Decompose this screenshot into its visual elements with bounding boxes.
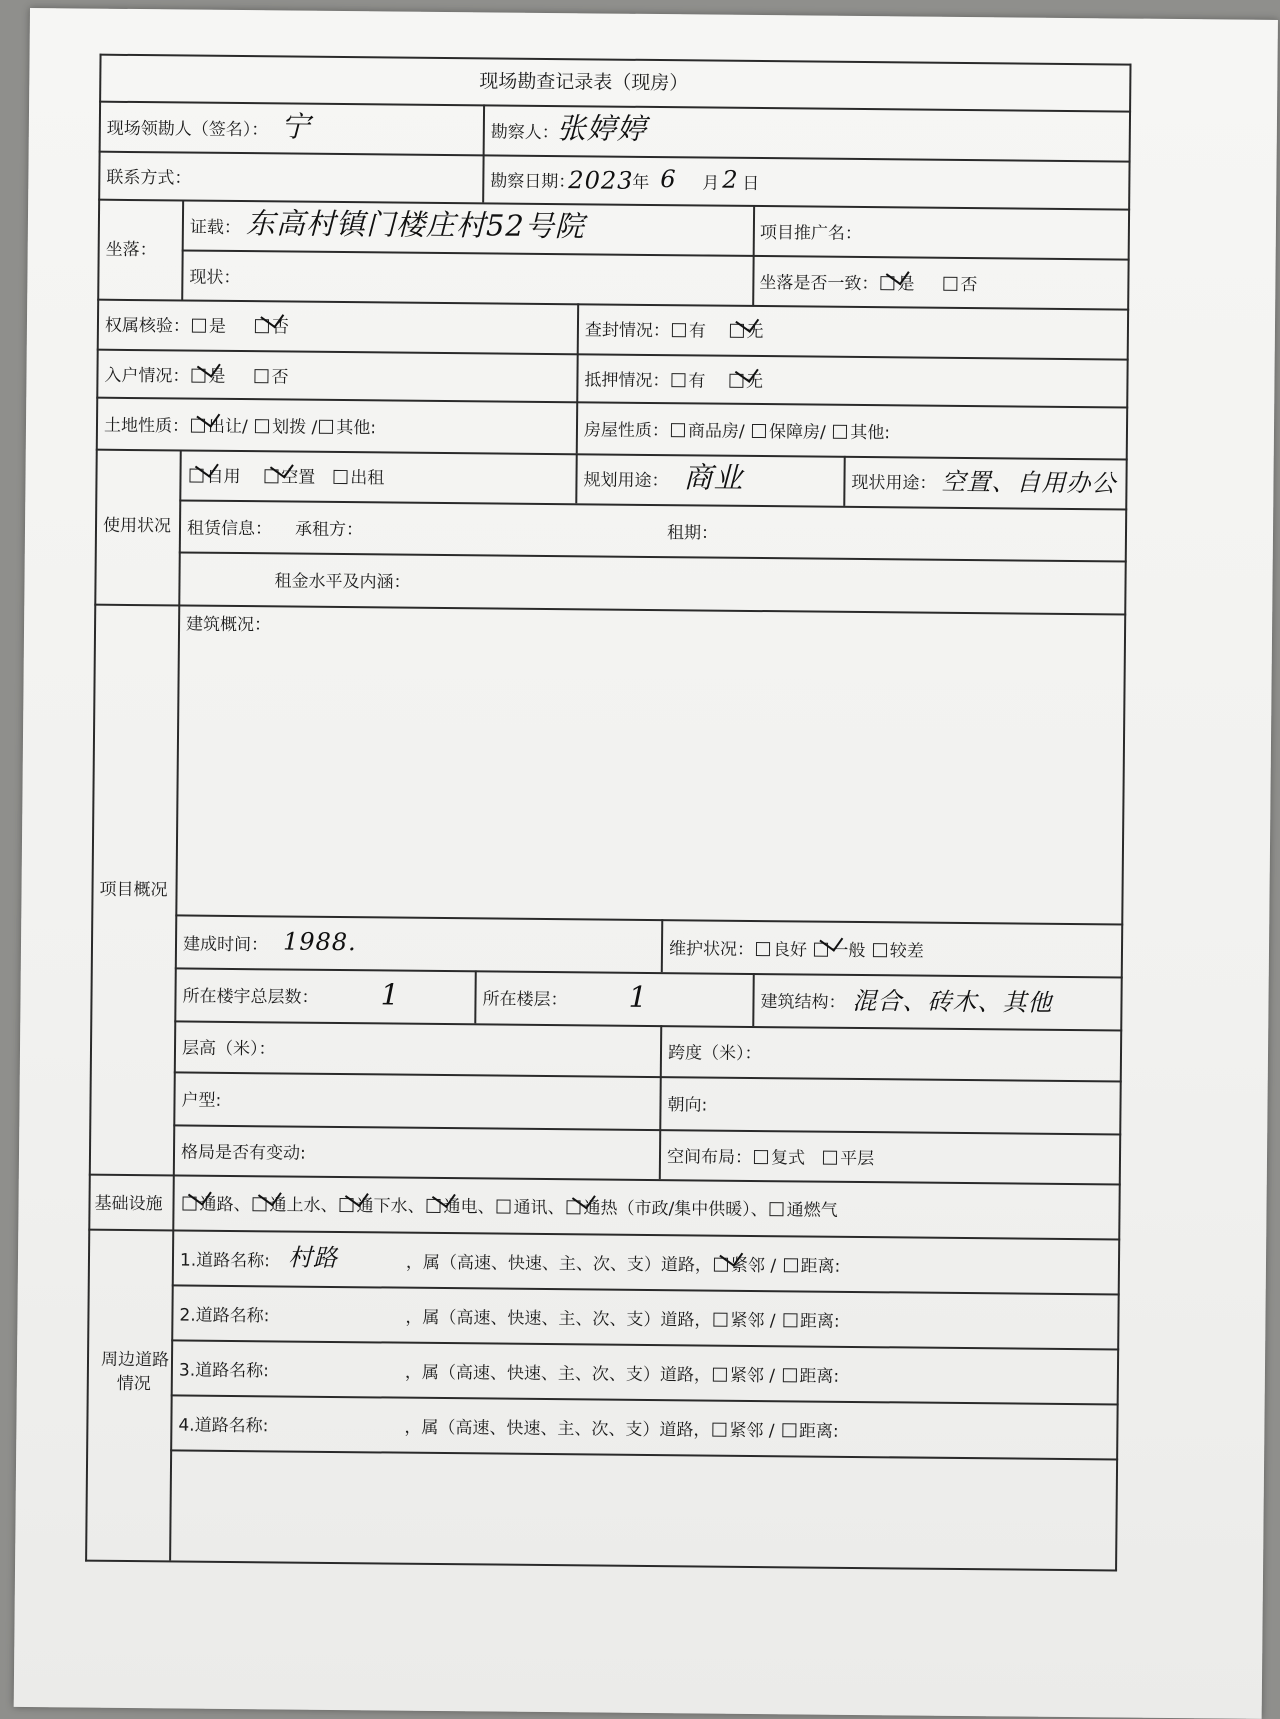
mortgage-none-text: 无 [745,371,764,393]
road-sep: / [770,1256,777,1277]
contact-label: 联系方式： [106,167,192,189]
current-location-label: 现状： [189,267,241,289]
built-label: 建成时间： [182,934,269,956]
road-adjacent-text: 紧邻 [730,1255,766,1277]
entry-label: 入户情况： [104,365,190,387]
road-distance-text: 距离: [799,1366,840,1387]
date-year-unit: 年 [632,172,650,193]
seal-none-text: 无 [746,321,764,343]
rule [179,499,1127,510]
road-adjacent-checkbox[interactable] [713,1313,727,1327]
current-use-label: 现状用途： [851,472,937,494]
lease-label: 租赁信息： [186,518,273,540]
consistent-no-text: 否 [960,274,978,296]
ownership-no-checkbox[interactable] [255,319,269,333]
road-desc: ，属（高速、快速、主、次、支）道路， [404,1417,711,1441]
road-adjacent-text: 紧邻 [729,1420,764,1442]
entry-field [104,366,288,388]
surveyor-label: 勘察人： [490,122,559,144]
floor-value: 1 [628,979,649,1014]
mortgage-has-text: 有 [688,371,706,392]
rule [174,1020,1122,1031]
rule [88,1229,1120,1241]
entry-no-checkbox[interactable] [254,369,268,383]
road-num: 3. [178,1360,196,1381]
rule [89,1174,1121,1186]
entry-yes-text: 是 [208,366,226,387]
plan-use-value: 商业 [683,460,744,495]
date-label: 勘察日期： [490,171,576,193]
land-opt1-text: 出让/ [207,416,248,438]
infra-water-in-text: 通上水、 [269,1195,338,1217]
road-row-desc [405,1363,839,1387]
road-distance-text: 距离: [800,1256,841,1277]
rule [171,1394,1119,1405]
ownership-field [105,316,289,338]
ownership-yes-text: 是 [208,316,227,337]
rule [575,453,577,503]
rule [100,54,1132,66]
consistent-no-checkbox[interactable] [943,277,957,291]
orientation-label: 朝向: [667,1095,708,1116]
surveyor-signature: 张婷婷 [556,111,648,146]
project-section: 项目概况 [99,879,168,901]
infra-water-in-checkbox[interactable] [252,1197,266,1211]
space-opt2-text: 平层 [840,1148,875,1170]
infra-water-out-text: 通下水、 [356,1196,425,1217]
usage-self-text: 自用 [206,466,241,488]
usage-rent-text: 出租 [350,468,385,489]
structure-value: 混合、砖木、其他 [852,986,1053,1017]
road-desc: ，属（高速、快速、主、次、支）道路， [405,1307,712,1331]
road-distance-checkbox[interactable] [782,1423,796,1437]
rule [661,919,664,972]
usage-vacant-checkbox[interactable] [264,469,278,483]
rule [96,397,1128,409]
seal-field [585,320,764,342]
rule [753,205,755,255]
ownership-label: 权属核验： [104,315,191,337]
road-sep: / [769,1311,776,1332]
road-distance-text: 距离: [799,1311,840,1332]
current-use-value: 空置、自用办公 [941,467,1117,498]
road-num: 4. [178,1415,195,1436]
leader-signature: 宁 [280,109,312,144]
road-name-label: 道路名称: [195,1360,269,1382]
infra-heat-checkbox[interactable] [566,1200,580,1214]
maint-poor-checkbox[interactable] [873,943,887,957]
usage-section: 使用状况 [102,515,172,537]
land-opt3-text: 其他: [336,417,377,439]
space-opt1-text: 复式 [770,1148,806,1169]
built-value: 1988. [282,927,357,957]
seal-label: 查封情况： [584,320,671,342]
road-num: 2. [179,1305,196,1326]
space-opt1-checkbox[interactable] [754,1150,768,1164]
term-label: 租期： [666,523,719,544]
house-opt3-text: 其他: [850,422,891,444]
roads-section-line2: 情况 [116,1373,151,1395]
roads-section-line1: 周边道路 [100,1349,170,1371]
road-adjacent-checkbox[interactable] [713,1368,727,1382]
infra-options [180,1195,837,1221]
road-row-desc [404,1418,838,1442]
land-opt2-checkbox[interactable] [255,419,269,433]
road-name-label: 道路名称: [195,1305,270,1327]
overview-label: 建筑概况： [185,614,272,636]
road-desc: ，属（高速、快速、主、次、支）道路， [405,1252,713,1276]
date-year: 2023 [568,166,634,195]
survey-form [85,54,1131,1572]
land-opt1-checkbox[interactable] [191,419,205,433]
height-label: 层高（米）： [181,1038,276,1060]
leader-label: 现场领勘人（签名）： [106,118,269,141]
infra-road-checkbox[interactable] [182,1197,196,1211]
rule [96,449,1128,461]
rule [85,54,101,1562]
rule [182,249,1130,260]
rule [170,1449,1118,1460]
land-label: 土地性质： [103,415,190,437]
house-opt1-checkbox[interactable] [671,423,685,437]
rent-label: 租金水平及内涵： [274,571,411,593]
road-sep: / [769,1366,776,1387]
rule [97,349,1129,361]
span-label: 跨度（米）： [667,1043,762,1065]
mortgage-field [584,370,763,392]
seal-has-text: 有 [688,321,707,342]
house-label: 房屋性质： [583,420,670,442]
layout-change-label: 格局是否有变动: [180,1142,306,1164]
maint-label: 维护状况： [668,939,755,960]
road-row [179,1360,269,1381]
road-name-label: 道路名称: [196,1250,271,1272]
road-distance-checkbox[interactable] [782,1368,796,1382]
house-opt1-text: 商品房/ [687,421,745,442]
land-opt3-checkbox[interactable] [319,420,333,434]
mortgage-none-checkbox[interactable] [729,374,743,388]
total-floors-value: 1 [380,977,401,1012]
mortgage-label: 抵押情况： [584,370,670,392]
plan-use-label: 规划用途： [583,470,669,492]
rule [576,303,579,453]
road-row [180,1250,270,1271]
road-row [178,1415,268,1436]
consistent-text: 坐落是否一致： [759,273,879,295]
infra-power-text: 通电、 [443,1197,495,1218]
house-opt3-checkbox[interactable] [833,425,847,439]
consistent-yes-checkbox[interactable] [880,276,894,290]
unit-type-label: 户型: [181,1090,222,1111]
road-desc: ，属（高速、快速、主、次、支）道路， [404,1362,711,1386]
road-row [179,1305,269,1326]
rule [482,104,485,202]
consistent-yes-text: 是 [897,274,915,295]
infra-power-checkbox[interactable] [426,1199,440,1213]
road-distance-text: 距离: [798,1421,839,1442]
infra-section: 基础设施 [94,1193,163,1215]
infra-telecom-text: 通讯、 [513,1197,565,1219]
road-name-value: 村路 [287,1243,339,1273]
space-label: 空间布局： [666,1147,753,1168]
rule [474,970,477,1023]
seal-none-checkbox[interactable] [729,324,743,338]
structure-label: 建筑结构： [760,992,846,1013]
cert-value: 东高村镇门楼庄村52号院 [245,206,585,244]
road-adjacent-text: 紧邻 [730,1310,765,1332]
date-month-unit: 月 [702,173,720,194]
land-field [104,416,376,439]
ownership-yes-checkbox[interactable] [192,319,206,333]
usage-self-checkbox[interactable] [189,469,203,483]
paper-sheet [14,8,1278,1719]
rule [175,967,1123,978]
rule [752,255,754,305]
road-adjacent-checkbox[interactable] [712,1423,726,1437]
rule [97,299,1129,311]
date-day: 2 [722,165,739,194]
seal-has-checkbox[interactable] [672,323,686,337]
rule [1115,64,1131,1572]
date-month: 6 [660,165,677,194]
location-section: 坐落： [105,239,157,261]
rule [85,1560,1117,1572]
house-field [584,420,890,443]
cert-label: 证载： [189,217,241,239]
infra-gas-checkbox[interactable] [770,1202,784,1216]
maint-fair-text: 一般 [831,940,866,962]
project-name-label: 项目推广名： [759,223,862,244]
maint-good-checkbox[interactable] [756,942,770,956]
total-floors-label: 所在楼宇总层数： [182,986,319,1008]
land-opt2-text: 划拨 / [272,417,318,438]
rule [94,604,1126,616]
house-opt2-text: 保障房/ [769,422,826,443]
mortgage-has-checkbox[interactable] [671,373,685,387]
form-title: 现场勘查记录表（现房） [479,70,689,95]
entry-yes-checkbox[interactable] [191,369,205,383]
maint-good-text: 良好 [772,940,808,961]
rule [175,914,1123,925]
rule [179,551,1127,562]
infra-road-text: 通路、 [199,1194,251,1216]
maint-fair-checkbox[interactable] [814,943,828,957]
road-distance-checkbox[interactable] [783,1258,797,1272]
usage-rent-checkbox[interactable] [333,470,347,484]
space-layout-field [667,1147,874,1169]
rule [843,456,845,506]
space-opt2-checkbox[interactable] [823,1151,837,1165]
maint-poor-text: 较差 [889,941,924,962]
rule [171,1339,1119,1350]
consistent-label [759,273,977,295]
rule [172,1284,1120,1295]
road-distance-checkbox[interactable] [783,1313,797,1327]
road-row-desc [406,1253,840,1277]
infra-gas-text: 通燃气 [786,1200,838,1221]
road-sep: / [768,1421,775,1442]
floor-label: 所在楼层： [482,989,568,1011]
road-name-label: 道路名称: [194,1415,269,1437]
house-opt2-checkbox[interactable] [752,424,766,438]
entry-no-text: 否 [271,367,289,388]
usage-options [187,467,384,489]
infra-telecom-checkbox[interactable] [496,1200,510,1214]
road-adjacent-checkbox[interactable] [714,1258,728,1272]
date-day-unit: 日 [742,173,760,195]
rule [752,973,755,1026]
rule [174,1071,1122,1082]
rule [173,1124,1121,1135]
rule [659,1025,662,1179]
road-adjacent-text: 紧邻 [729,1365,764,1387]
ownership-no-text: 否 [271,317,290,338]
infra-water-out-checkbox[interactable] [339,1198,353,1212]
usage-vacant-text: 空置 [281,467,316,488]
rule [99,151,1131,163]
road-num: 1. [179,1250,197,1271]
tenant-label: 承租方： [294,519,364,541]
infra-heat-text: 通热（市政/集中供暖）、 [583,1198,768,1221]
maintenance-field [669,939,924,961]
road-row-desc [405,1308,839,1332]
